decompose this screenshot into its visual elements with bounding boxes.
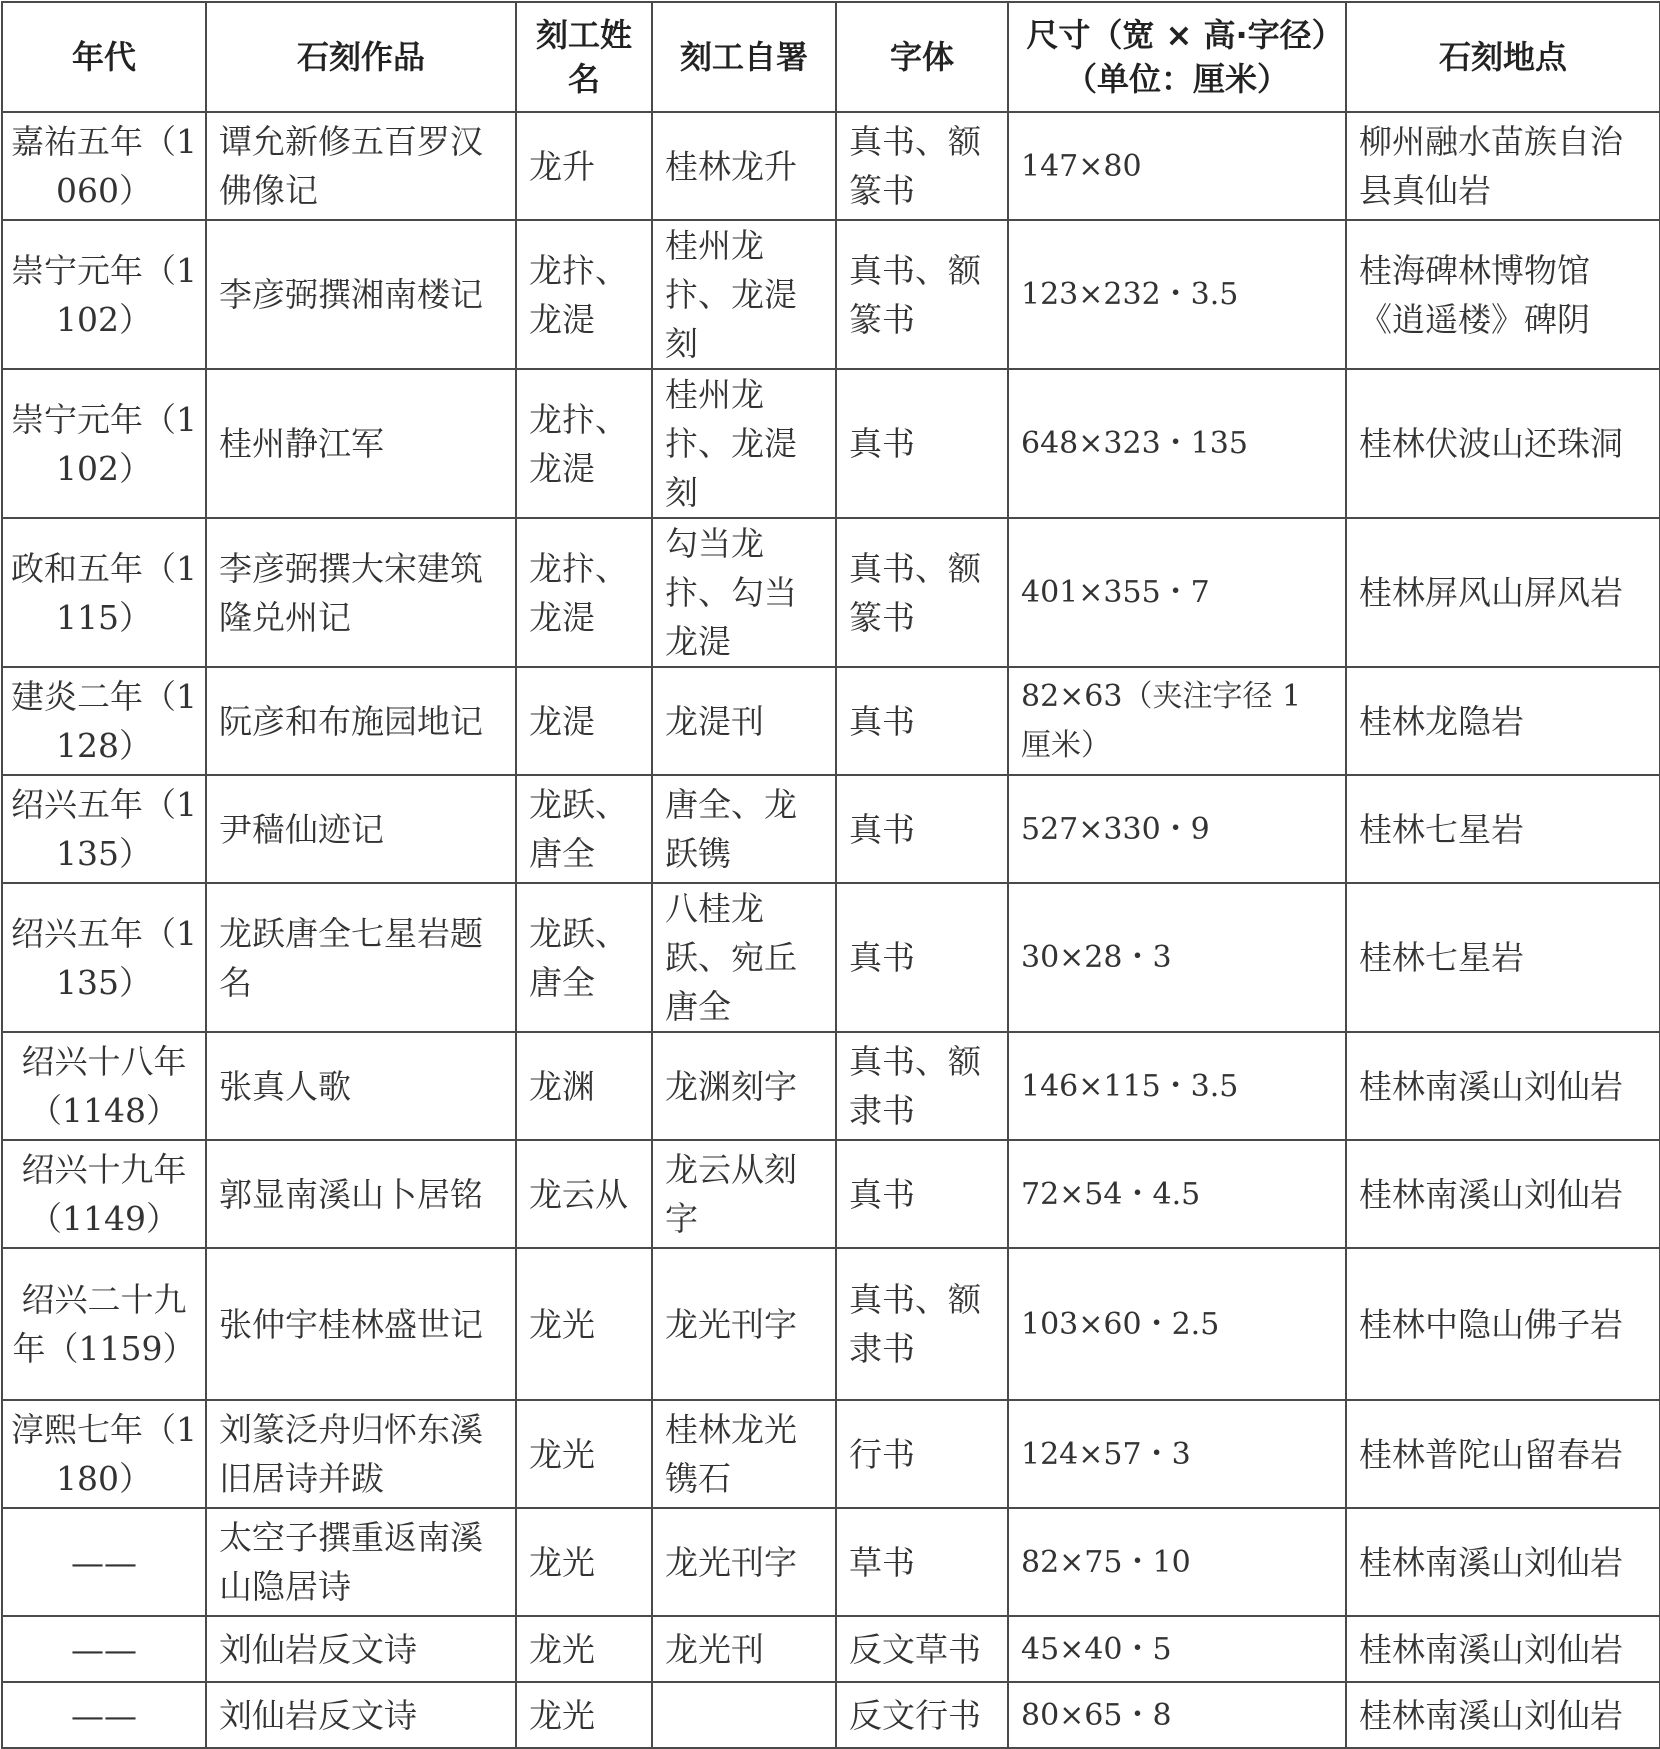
signature-cell: 龙光刊字 [652, 1508, 836, 1616]
era-cell: 嘉祐五年（1060） [2, 112, 206, 220]
location-cell: 桂林七星岩 [1346, 883, 1660, 1032]
carver-cell: 龙光 [516, 1682, 652, 1748]
signature-cell: 龙湜刊 [652, 667, 836, 775]
size-cell: 146×115・3.5 [1008, 1032, 1346, 1140]
carver-cell: 龙抃、龙湜 [516, 369, 652, 518]
table-row [2, 667, 1660, 775]
table-row [2, 775, 1660, 883]
location-cell: 桂林七星岩 [1346, 775, 1660, 883]
work-cell: 尹穑仙迹记 [206, 775, 516, 883]
size-cell: 147×80 [1008, 112, 1346, 220]
size-cell: 401×355・7 [1008, 518, 1346, 667]
work-cell: 谭允新修五百罗汉佛像记 [206, 112, 516, 220]
era-cell: —— [2, 1682, 206, 1748]
header-era: 年代 [2, 2, 206, 112]
era-cell: 政和五年（1115） [2, 518, 206, 667]
script-cell: 真书、额隶书 [836, 1248, 1008, 1400]
location-cell: 桂林南溪山刘仙岩 [1346, 1616, 1660, 1682]
table-row [2, 112, 1660, 220]
carver-cell: 龙渊 [516, 1032, 652, 1140]
work-cell: 龙跃唐全七星岩题名 [206, 883, 516, 1032]
work-cell: 李彦弼撰湘南楼记 [206, 220, 516, 369]
size-cell: 80×65・8 [1008, 1682, 1346, 1748]
size-cell: 103×60・2.5 [1008, 1248, 1346, 1400]
signature-cell: 勾当龙抃、勾当龙湜 [652, 518, 836, 667]
table-row [2, 1682, 1660, 1748]
work-cell: 郭显南溪山卜居铭 [206, 1140, 516, 1248]
signature-cell: 唐全、龙跃镌 [652, 775, 836, 883]
header-script: 字体 [836, 2, 1008, 112]
era-cell: —— [2, 1508, 206, 1616]
size-cell: 72×54・4.5 [1008, 1140, 1346, 1248]
era-cell: 建炎二年（1128） [2, 667, 206, 775]
era-cell: 绍兴十九年（1149） [2, 1140, 206, 1248]
signature-cell: 龙云从刻字 [652, 1140, 836, 1248]
location-cell: 桂林伏波山还珠洞 [1346, 369, 1660, 518]
era-cell: —— [2, 1616, 206, 1682]
work-cell: 李彦弼撰大宋建筑隆兑州记 [206, 518, 516, 667]
size-cell: 30×28・3 [1008, 883, 1346, 1032]
work-cell: 阮彦和布施园地记 [206, 667, 516, 775]
location-cell: 桂林龙隐岩 [1346, 667, 1660, 775]
script-cell: 真书、额篆书 [836, 220, 1008, 369]
size-cell: 82×63（夹注字径 1 厘米） [1008, 667, 1346, 775]
script-cell: 真书 [836, 775, 1008, 883]
table-header-row [2, 2, 1660, 112]
era-cell: 淳熙七年（1180） [2, 1400, 206, 1508]
carver-cell: 龙湜 [516, 667, 652, 775]
work-cell: 刘仙岩反文诗 [206, 1682, 516, 1748]
location-cell: 桂林南溪山刘仙岩 [1346, 1140, 1660, 1248]
script-cell: 真书、额篆书 [836, 112, 1008, 220]
script-cell: 真书 [836, 1140, 1008, 1248]
signature-cell: 龙光刊 [652, 1616, 836, 1682]
header-size: 尺寸（宽 × 高·字径）（单位：厘米） [1008, 2, 1346, 112]
script-cell: 真书 [836, 667, 1008, 775]
signature-cell: 桂州龙抃、龙湜刻 [652, 220, 836, 369]
era-cell: 绍兴二十九年（1159） [2, 1248, 206, 1400]
carver-cell: 龙光 [516, 1616, 652, 1682]
size-cell: 123×232・3.5 [1008, 220, 1346, 369]
table-row [2, 883, 1660, 1032]
script-cell: 反文草书 [836, 1616, 1008, 1682]
signature-cell: 龙光刊字 [652, 1248, 836, 1400]
work-cell: 刘篆泛舟归怀东溪旧居诗并跋 [206, 1400, 516, 1508]
work-cell: 张真人歌 [206, 1032, 516, 1140]
size-cell: 45×40・5 [1008, 1616, 1346, 1682]
location-cell: 桂林南溪山刘仙岩 [1346, 1508, 1660, 1616]
era-cell: 崇宁元年（1102） [2, 220, 206, 369]
location-cell: 桂林南溪山刘仙岩 [1346, 1682, 1660, 1748]
location-cell: 桂海碑林博物馆《逍遥楼》碑阴 [1346, 220, 1660, 369]
location-cell: 桂林南溪山刘仙岩 [1346, 1032, 1660, 1140]
script-cell: 真书、额隶书 [836, 1032, 1008, 1140]
header-work: 石刻作品 [206, 2, 516, 112]
era-cell: 绍兴五年（1135） [2, 775, 206, 883]
table-row [2, 518, 1660, 667]
location-cell: 桂林屏风山屏风岩 [1346, 518, 1660, 667]
script-cell: 真书 [836, 883, 1008, 1032]
era-cell: 绍兴五年（1135） [2, 883, 206, 1032]
table-row [2, 220, 1660, 369]
table-row [2, 1140, 1660, 1248]
header-signature: 刻工自署 [652, 2, 836, 112]
carver-cell: 龙光 [516, 1400, 652, 1508]
carver-cell: 龙跃、唐全 [516, 883, 652, 1032]
work-cell: 太空子撰重返南溪山隐居诗 [206, 1508, 516, 1616]
carver-cell: 龙云从 [516, 1140, 652, 1248]
script-cell: 真书、额篆书 [836, 518, 1008, 667]
carver-cell: 龙抃、龙湜 [516, 518, 652, 667]
carver-cell: 龙升 [516, 112, 652, 220]
location-cell: 桂林中隐山佛子岩 [1346, 1248, 1660, 1400]
size-cell: 648×323・135 [1008, 369, 1346, 518]
carver-cell: 龙抃、龙湜 [516, 220, 652, 369]
table-row [2, 1248, 1660, 1400]
signature-cell: 龙渊刻字 [652, 1032, 836, 1140]
size-cell: 527×330・9 [1008, 775, 1346, 883]
signature-cell [652, 1682, 836, 1748]
carver-cell: 龙光 [516, 1248, 652, 1400]
header-carver: 刻工姓名 [516, 2, 652, 112]
era-cell: 绍兴十八年（1148） [2, 1032, 206, 1140]
signature-cell: 八桂龙跃、宛丘唐全 [652, 883, 836, 1032]
era-cell: 崇宁元年（1102） [2, 369, 206, 518]
location-cell: 桂林普陀山留春岩 [1346, 1400, 1660, 1508]
table-row [2, 1032, 1660, 1140]
signature-cell: 桂州龙抃、龙湜刻 [652, 369, 836, 518]
table-row [2, 1616, 1660, 1682]
table-row [2, 1508, 1660, 1616]
script-cell: 草书 [836, 1508, 1008, 1616]
carver-cell: 龙跃、唐全 [516, 775, 652, 883]
script-cell: 行书 [836, 1400, 1008, 1508]
work-cell: 桂州静江军 [206, 369, 516, 518]
work-cell: 张仲宇桂林盛世记 [206, 1248, 516, 1400]
size-cell: 82×75・10 [1008, 1508, 1346, 1616]
table-row [2, 369, 1660, 518]
work-cell: 刘仙岩反文诗 [206, 1616, 516, 1682]
script-cell: 真书 [836, 369, 1008, 518]
carver-cell: 龙光 [516, 1508, 652, 1616]
table-row [2, 1400, 1660, 1508]
stone-carving-table [1, 1, 1660, 1749]
signature-cell: 桂林龙光镌石 [652, 1400, 836, 1508]
location-cell: 柳州融水苗族自治县真仙岩 [1346, 112, 1660, 220]
script-cell: 反文行书 [836, 1682, 1008, 1748]
size-cell: 124×57・3 [1008, 1400, 1346, 1508]
signature-cell: 桂林龙升 [652, 112, 836, 220]
header-location: 石刻地点 [1346, 2, 1660, 112]
